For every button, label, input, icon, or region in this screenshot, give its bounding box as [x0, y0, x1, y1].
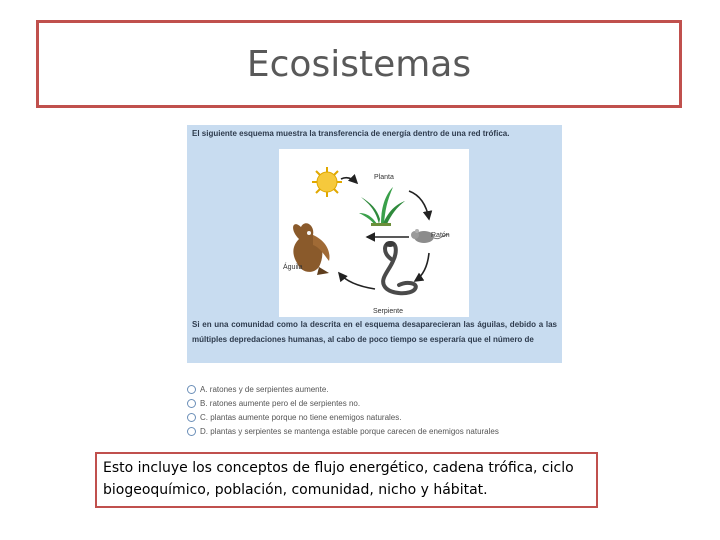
answer-options	[187, 382, 562, 436]
option-label: C. plantas aumente porque no tiene enemigos naturales.	[200, 412, 402, 422]
question-text: Si en una comunidad como la descrita en el esquema desaparecieran las águilas, debido a las múltiples depredaciones humanas, al cabo de poco tiempo se esperaría que el número de	[192, 320, 557, 344]
eagle-label: Águila	[283, 264, 303, 271]
option-b[interactable]	[187, 396, 562, 410]
option-a[interactable]	[187, 382, 562, 396]
snake-icon	[383, 241, 416, 293]
option-c[interactable]	[187, 410, 562, 424]
option-d[interactable]	[187, 424, 562, 436]
question-panel	[187, 125, 562, 363]
sun-icon	[312, 167, 342, 197]
option-label: D. plantas y serpientes se mantenga estable porque carecen de enemigos naturales	[200, 426, 499, 436]
note-box	[95, 452, 598, 508]
figure-intro: El siguiente esquema muestra la transferencia de energía dentro de una red trófica.	[192, 129, 510, 138]
radio-icon[interactable]	[187, 385, 196, 394]
food-web-diagram	[279, 149, 469, 317]
radio-icon[interactable]	[187, 413, 196, 422]
arrow-mouse-snake	[415, 253, 429, 281]
slide-title: Ecosistemas	[246, 43, 472, 85]
arrow-plant-mouse	[409, 191, 429, 219]
arrow-snake-eagle	[339, 273, 375, 289]
mouse-label: Ratón	[431, 232, 450, 239]
option-label: A. ratones y de serpientes aumente.	[200, 384, 329, 394]
radio-icon[interactable]	[187, 399, 196, 408]
arrow-sun-plant	[341, 178, 357, 183]
plant-label: Planta	[374, 174, 394, 181]
snake-label: Serpiente	[373, 308, 403, 315]
note-text: Esto incluye los conceptos de flujo energético, cadena trófica, ciclo biogeoquímico, población, comunidad, nicho y hábitat.	[103, 460, 574, 498]
radio-icon[interactable]	[187, 427, 196, 436]
option-label: B. ratones aumente pero el de serpientes no.	[200, 398, 361, 408]
title-box	[36, 20, 682, 108]
plant-icon	[359, 187, 405, 226]
